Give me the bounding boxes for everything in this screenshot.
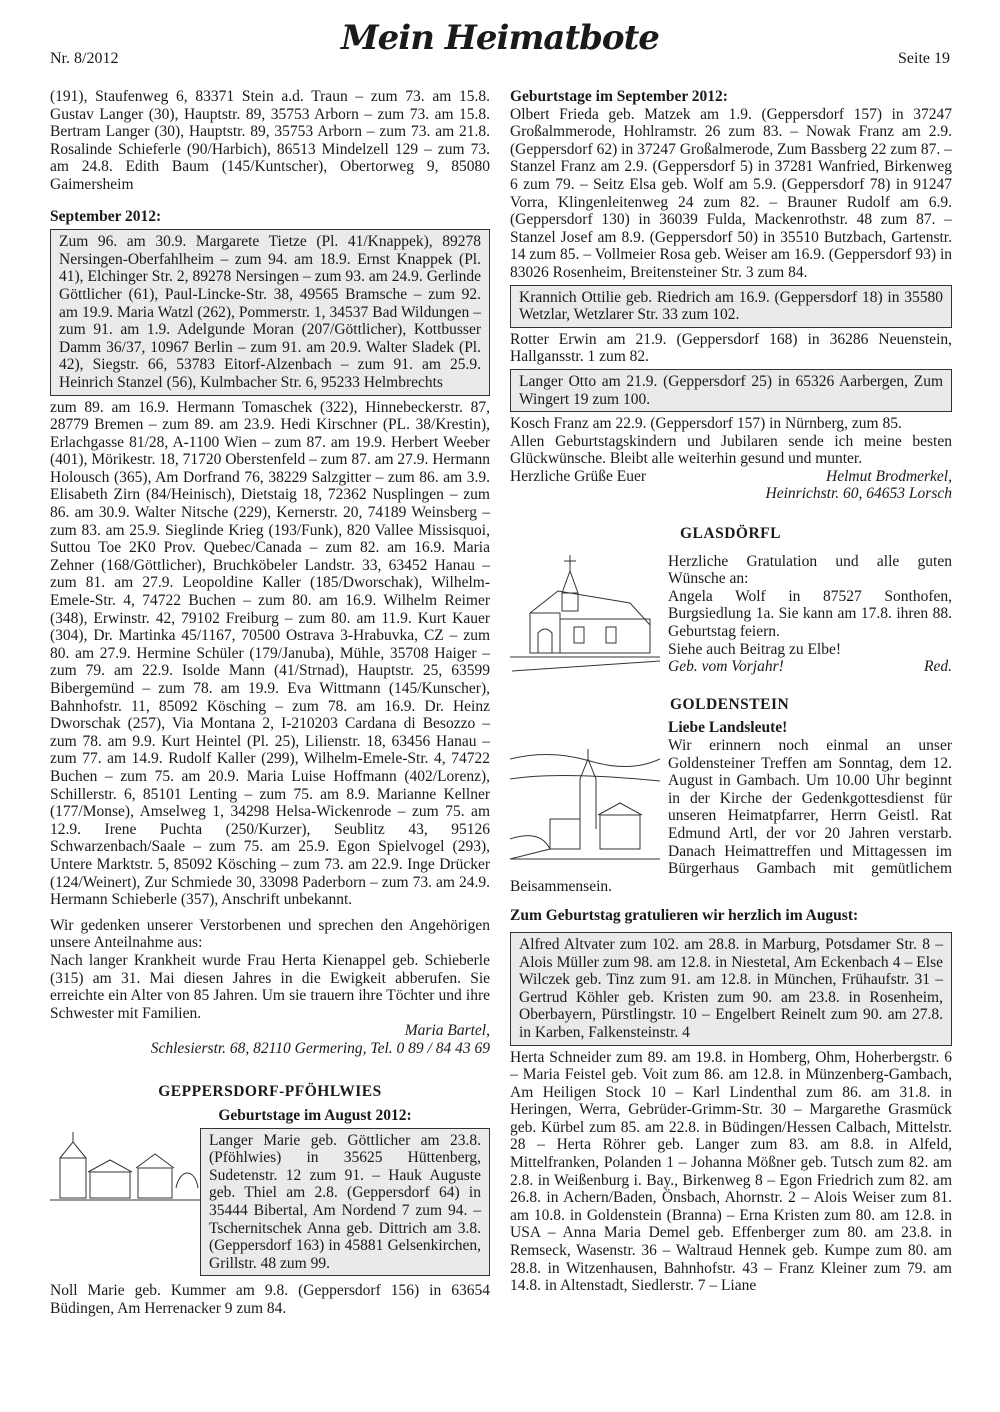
glasdoerfl-text-1: Herzliche Gratulation und alle guten Wünsche an: — [668, 552, 952, 588]
krannich-box — [510, 285, 952, 328]
geppersdorf-heading: GEPPERSDORF-PFÖHLWIES — [158, 1083, 382, 1101]
langer-otto-text: Langer Otto am 21.9. (Geppersdorf 25) in 65326 Aarbergen, Zum Wingert 19 zum 100. — [519, 372, 943, 408]
geppersdorf-september-text: Olbert Frieda geb. Matzek am 1.9. (Geppersdorf 157) in 37247 Großalmmerode, Hohlramstr. 26 zum 83. – Nowak Franz am 2.9. (Geppersdorf 62) in 37247 Großalmerode, Zum Bassberg 22 zum 87. – Stanzel Franz am 2.9. (Geppersdorf 5) in 37281 Wanfried, Birkenweg 6 zum 79. – Seitz Elsa geb. Wolf am 5.9. (Geppersdorf 78) in 91247 Vorra, Klingenleitenweg 24 zum 82. – Brauner Rudolf am 6.9. (Geppersdorf 130) in 36039 Fulda, Mackenrothstr. 48 zum 87. – Stanzel Josef am 8.9. (Geppersdorf 50) in 35510 Butzbach, Gartenstr. 14 zum 85. – Vollmeier Rosa geb. Weiser am 16.9. (Geppersdorf 93) in 83026 Rosenheim, Breitensteiner Str. 3 zum 84. — [510, 105, 952, 281]
glasdoerfl-heading: GLASDÖRFL — [680, 525, 781, 543]
august-list: Herta Schneider zum 89. am 19.8. in Homberg, Ohm, Hoherbergstr. 6 – Maria Feistel geb. Voit zum 86. am 12.8. in Münzenberg-Gambach, Am Heiligen Stock 10 – Karl Lindenthal zum 86. am 31.8. in Heringen, Werra, Gebrüder-Grimm-Str. 30 – Margarethe Grasmück geb. Kürbel zum 85. am 22.8. in Büdingen/Hessen Calbach, Mittelstr. 28 – Herta Röhrer geb. Langer zum 83. am 8.8. in Alfeld, Mittelfranken, Polanden 1 – Johanna Mößner geb. Tutsch zum 82. am 2.8. in Weißenburg i. Bay., Birkenweg 8 – Egon Friedrich zum 82. am 26.8. in Achern/Baden, Önsbach, Ahornstr. 2 – Alois Weiser zum 81. am 10.8. in Goldenstein (Branna) – Erna Kristen zum 80. am 12.8. in USA – Anna Maria Demel geb. Effenberger zum 80. am 23.8. in Remseck, Wasenstr. 36 – Waltraud Hennek geb. Kumpe zum 80. am 28.8. in Witzenhausen, Bahnhofstr. 43 – Franz Kleiner zum 79. am 14.8. in Altenstadt, Siedlerstr. 7 – Liane — [510, 1048, 952, 1295]
september-highlight-box — [50, 229, 490, 395]
issue-number: Nr. 8/2012 — [50, 50, 119, 67]
glasdoerfl-text-3: Siehe auch Beitrag zu Elbe! — [668, 640, 842, 658]
goldenstein-text: Wir erinnern noch einmal an unser Goldensteiner Treffen am Sonntag, dem 12. August in Gambach. Um 10.00 Uhr beginnt in der Kirche der Gedenkgottesdienst für unseren Heimatpfarrer, Herrn Geistl. Rat Edmund Artl, der vor 20 Jahren verstarb. Danach Heimattreffen und Mittagessen im Bürgerhaus Gambach mit gemütlichem Beisammensein. — [510, 737, 952, 895]
right-column — [510, 88, 952, 1295]
greeting-signature-name: Helmut Brodmerkel, — [826, 467, 952, 485]
september-box-text: Zum 96. am 30.9. Margarete Tietze (Pl. 41/Knappek), 89278 Nersingen-Oberfahlheim – zum 94. am 18.9. Ernst Knappek (Pl. 41), Elchinger Str. 2, 89278 Nersingen – zum 93. am 24.9. Gerlinde Göttlicher (61), Paul-Lincke-Str. 38, 49565 Bramsche – zum 92. am 19.9. Maria Watzl (262), Pommerstr. 1, 34537 Bad Wildungen – zum 91. am 1.9. Adelgunde Moran (207/Göttlicher), Kottbusser Damm 36/37, 10967 Berlin – zum 91. am 20.9. Walter Sladek (Pl. 42), Siegstr. 66, 53783 Eitorf-Alzenbach – zum 91. am 25.9. Heinrich Stanzel (56), Kulmbacher Str. 6, 95233 Helmbrechts — [59, 233, 481, 391]
chapel-sketch-image — [510, 553, 660, 673]
greeting-closing: Herzliche Grüße Euer — [510, 467, 646, 485]
langer-otto-box — [510, 369, 952, 412]
page-header — [0, 0, 1000, 80]
goldenstein-greeting: Liebe Landsleute! — [668, 719, 788, 737]
geppersdorf-september-heading: Geburtstage im September 2012: — [510, 88, 728, 105]
rotter-text: Rotter Erwin am 21.9. (Geppersdorf 168) in 36286 Neuenstein, Hallgansstr. 1 zum 82. — [510, 330, 952, 366]
village-sketch-image — [50, 1128, 200, 1204]
geppersdorf-subheading: Geburtstage im August 2012: — [218, 1107, 412, 1125]
krannich-text: Krannich Ottilie geb. Riedrich am 16.9. (Geppersdorf 18) in 35580 Wetzlar, Wetzlarer Str. 33 zum 102. — [519, 288, 943, 324]
goldenstein-heading: GOLDENSTEIN — [670, 695, 790, 713]
august-highlight-box — [510, 932, 952, 1046]
glasdoerfl-footer — [668, 658, 952, 676]
memorial-text: Nach langer Krankheit wurde Frau Herta Kienappel geb. Schieberle (315) am 31. Mai diesen Jahres in die Ewigkeit abberufen. Sie erreichte ein Alter von 85 Jahren. Um sie trauern ihre Töchter und ihre Schwester mit Familien. — [50, 951, 490, 1022]
geppersdorf-after-text: Noll Marie geb. Kummer am 9.8. (Geppersdorf 156) in 63654 Büdingen, Am Herrenacker 9 zum 84. — [50, 1282, 490, 1317]
left-column — [50, 88, 490, 1318]
glasdoerfl-footer-right: Red. — [924, 658, 952, 676]
geppersdorf-box-text: Langer Marie geb. Göttlicher am 23.8. (Pföhlwies) in 35625 Hüttenberg, Sudetenstr. 12 zum 91. – Hauk Auguste geb. Thiel am 2.8. (Geppersdorf 64) in 35444 Bibertal, Am Nordend 7 zum 94. – Tschernitschek Anna geb. Dittrich am 3.8. (Geppersdorf 163) in 45881 Gelsenkirchen, Grillstr. 48 zum 99. — [209, 1131, 481, 1272]
signature-name: Maria Bartel, — [404, 1022, 490, 1040]
newspaper-title: Mein Heimatbote — [341, 18, 659, 58]
august-box-text: Alfred Altvater zum 102. am 28.8. in Marburg, Potsdamer Str. 8 – Alois Müller zum 98. am 12.8. in Niestetal, Am Eckenbach 4 – Else Wilczek geb. Tinz zum 91. am 12.8. in München, Frühaufstr. 31 – Gertrud Köhler geb. Kristen zum 90. am 23.8. in Rosenheim, Oberbayern, Pürstlingstr. 10 – Engelbert Reinelt zum 90. am 27.8. in Karben, Falkensteinstr. 4 — [519, 935, 943, 1041]
glasdoerfl-text-2: Angela Wolf in 87527 Sonthofen, Burgsiedlung 1a. Sie kann am 17.8. ihren 88. Geburtstag feiern. — [668, 587, 952, 641]
page-number: Seite 19 — [898, 50, 950, 67]
geppersdorf-highlight-box — [200, 1128, 490, 1277]
greeting-signature-address: Heinrichstr. 60, 64653 Lorsch — [765, 485, 952, 503]
kosch-text: Kosch Franz am 22.9. (Geppersdorf 157) in Nürnberg, zum 85. — [510, 415, 902, 433]
memorial-intro: Wir gedenken unserer Verstorbenen und sprechen den Angehörigen unsere Anteilnahme aus: — [50, 916, 490, 952]
august-congrats-heading: Zum Geburtstag gratulieren wir herzlich im August: — [510, 907, 859, 925]
signature-address: Schlesierstr. 68, 82110 Germering, Tel. 0 89 / 84 43 69 — [150, 1039, 490, 1057]
goldenstein-sketch-image — [510, 719, 660, 869]
greeting-text: Allen Geburtstagskindern und Jubilaren sende ich meine besten Glückwünsche. Bleibt alle weiterhin gesund und munter. — [510, 432, 952, 468]
greeting-signature-row — [510, 468, 952, 486]
september-heading: September 2012: — [50, 207, 162, 225]
september-list: zum 89. am 16.9. Hermann Tomaschek (322), Hinnebeckerstr. 87, 28779 Bremen – zum 89. am 23.9. Hedi Kirschner (PL. 38/Krestin), Erlachgasse 81/28, A-1100 Wien – zum 87. am 19.9. Herbert Weeber (401), Mörikestr. 18, 71720 Oberstenfeld – zum 87. am 27.9. Hermann Holousch (365), Am Dorfrand 76, 38229 Salzgitter – zum 86. am 3.9. Elisabeth Zirn (84/Heinisch), Dietstaig 18, 72362 Nusplingen – zum 86. am 30.9. Walter Nitsche (229), Kernerstr. 20, 74189 Weinsberg – zum 83. am 25.9. Sieglinde Krieg (193/Funk), 820 Vallee Missisquoi, Suttou Toe 2K0 Prov. Quebec/Canada – zum 82. am 16.9. Maria Zehner (168/Göttlicher), Bruchköbeler Landstr. 33, 63452 Hanau – zum 81. am 27.9. Leopoldine Kaller (185/Dworschak), Wilhelm-Emele-Str. 4, 74722 Buchen – zum 80. am 16.9. Wilhelm Reimer (348), Erwinstr. 42, 79102 Freiburg – zum 80. am 11.9. Kurt Kauer (304), Dr. Martinka 45/1167, 70500 Ostrava 3-Hrabuvka, CZ – zum 80. am 27.9. Hermine Schüler (179/Januba), Mühle, 35708 Haiger – zum 79. am 22.9. Isolde Mann (41/Strnad), Hauptstr. 25, 63599 Bibergemünd – zum 78. am 19.9. Eva Wittmann (145/Kunscher), Bahnhofstr. 11, 85092 Kösching – zum 78. am 16.9. Dr. Heinz Dworschak (257), Via Montana 2, I-210203 Cardana di Besozzo – zum 78. am 9.9. Kurt Heintel (Pl. 25), Lilienstr. 18, 63456 Hanau – zum 77. am 14.9. Rudolf Kaller (299), Wilhelm-Emele-Str. 4, 74722 Buchen – zum 75. am 20.9. Maria Luise Hoffmann (402/Lorenz), Schillerstr. 6, 85101 Lenting – zum 75. am 8.9. Marianne Kellner (177/Monse), Amselweg 1, 34298 Helsa-Wickenrode – zum 75. am 12.9. Irene Puchta (250/Kurzer), Seublitz 43, 95126 Schwarzenbach/Saale – zum 75. am 25.9. Egon Spielvogel (293), Untere Marktstr. 5, 85092 Kösching – zum 73. am 22.9. Inge Drücker (124/Weinert), Zur Schmiede 30, 33098 Paderborn – zum 73. am 24.9. Hermann Schieberle (357), Anschrift unbekannt. — [50, 398, 490, 909]
glasdoerfl-footer-left: Geb. vom Vorjahr! — [668, 658, 784, 676]
august-list-continued: (191), Staufenweg 6, 83371 Stein a.d. Traun – zum 73. am 15.8. Gustav Langer (30), Hauptstr. 89, 35753 Arborn – zum 73. am 15.8. Bertram Langer (30), Hauptstr. 89, 35753 Arborn – zum 73. am 21.8. Rosalinde Schieferle (90/Harbich), 86513 Mindelzell 129 – zum 73. am 24.8. Edith Baum (145/Kuntscher), Obertorweg 9, 85080 Gaimersheim — [50, 88, 490, 193]
